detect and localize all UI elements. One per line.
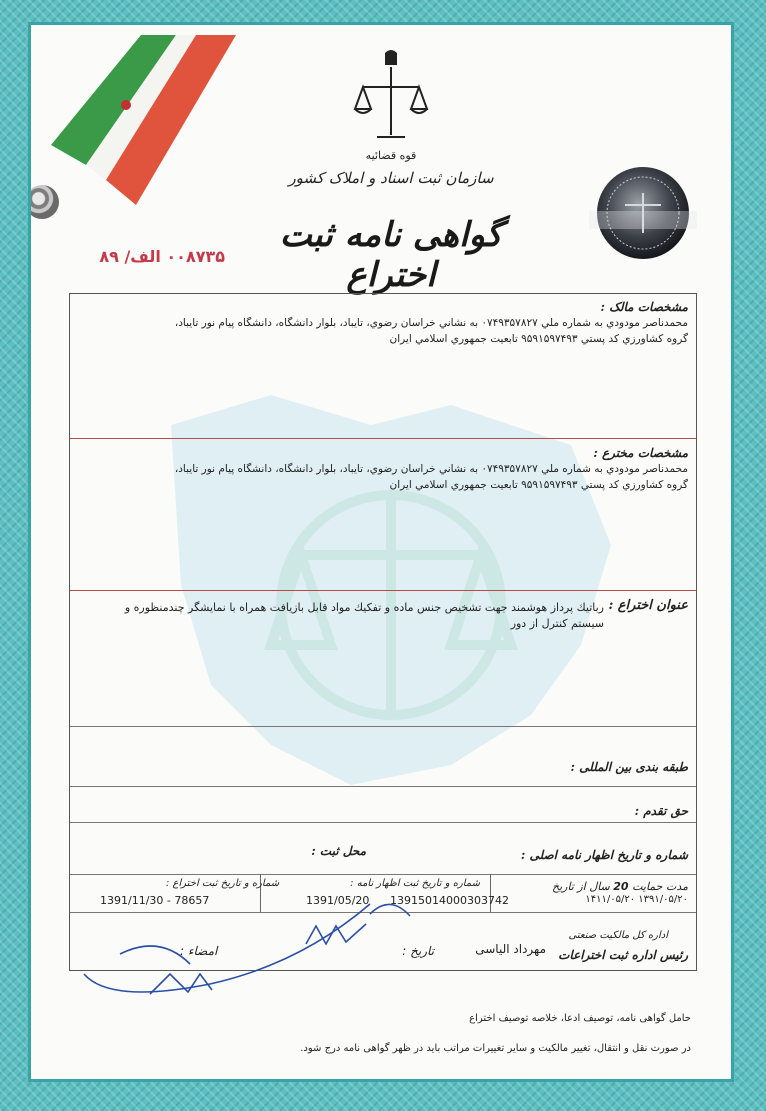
invention-title-label: عنوان اختراع : [608, 598, 688, 613]
footer-note-1: حامل گواهی نامه، توصیف ادعا، خلاصه توصیف اختراع [469, 1013, 691, 1024]
registration-label: شماره و تاریخ ثبت اختراع : [166, 878, 280, 889]
iran-flag-ribbon-icon [28, 22, 251, 215]
validity-years: 20 [613, 880, 629, 893]
validity-label: مدت حمایت [632, 880, 688, 893]
certificate-paper [28, 22, 734, 1082]
office-head-title: رئیس اداره ثبت اختراعات [558, 948, 688, 962]
invention-title-line-1: رباتيك پرداز هوشمند جهت تشخيص جنس ماده و تفكيك مواد قابل بازيافت همراه با نمايشگر چندمنظوره و [124, 601, 604, 614]
inventor-line-2: گروه كشاورزي كد پستي ۹۵۹۱۵۹۷۴۹۳ تابعيت جمهوري اسلامي ايران [389, 479, 688, 491]
divider [70, 726, 696, 727]
signatory-name: مهرداد الیاسی [475, 942, 546, 956]
certificate-details-table [69, 293, 697, 971]
certificate-title: گواهی نامه ثبت اختراع [279, 215, 503, 295]
owner-line-1: محمدناصر مودودي به شماره ملي ۰۷۴۹۳۵۷۸۲۷ به نشاني خراسان رضوي، تايباد، بلوار دانشگاه، دانشگاه پيام نور تايباد، [174, 317, 688, 329]
application-number: 13915014000303742 [390, 894, 509, 907]
inventor-line-1: محمدناصر مودودي به شماره ملي ۰۷۴۹۳۵۷۸۲۷ به نشاني خراسان رضوي، تايباد، بلوار دانشگاه، دانشگاه پيام نور تايباد، [174, 463, 688, 475]
declaration-label: شماره و تاریخ اظهار نامه اصلی : [520, 848, 688, 862]
invention-title-line-2: سيستم كنترل از دور [510, 617, 604, 630]
owner-label: مشخصات مالک : [600, 300, 688, 314]
validity-cell [552, 880, 688, 893]
hologram-seal-icon [579, 163, 699, 273]
inventor-label: مشخصات مخترع : [593, 446, 688, 460]
registration-place-label: محل ثبت : [311, 844, 366, 858]
footer-note-2: در صورت نقل و انتقال، تغییر مالکیت و سایر تغییرات مراتب باید در ظهر گواهی نامه درج شود. [300, 1043, 691, 1054]
divider [70, 438, 696, 439]
owner-line-2: گروه كشاورزي كد پستي ۹۵۹۱۵۹۷۴۹۳ تابعيت جمهوري اسلامي ايران [389, 333, 688, 345]
divider [70, 590, 696, 591]
signature-label: امضاء : [180, 944, 218, 958]
divider [70, 822, 696, 823]
priority-label: حق تقدم : [634, 804, 688, 818]
office-name: اداره کل مالکیت صنعتی [568, 930, 668, 941]
handwritten-signature-icon [70, 854, 430, 1014]
registration-number: 1391/11/30 - 78657 [100, 894, 210, 907]
application-label: شماره و تاریخ ثبت اظهار نامه : [350, 878, 480, 889]
classification-label: طبقه بندی بین المللی : [570, 760, 688, 774]
date-label: تاریخ : [402, 944, 434, 958]
serial-number: ۰۰۸۷۳۵ الف/ ۸۹ [99, 247, 225, 266]
validity-dates: ۱۳۹۱/۰۵/۲۰ ۱۴۱۱/۰۵/۲۰ [585, 894, 688, 905]
divider [70, 786, 696, 787]
validity-rest: سال از تاریخ [551, 880, 610, 893]
organization-name: سازمان ثبت اسناد و املاک کشور [288, 169, 494, 187]
scales-of-justice-icon [351, 47, 431, 147]
application-date: 1391/05/20 [306, 894, 370, 907]
judiciary-label: قوه قضائیه [365, 149, 417, 162]
